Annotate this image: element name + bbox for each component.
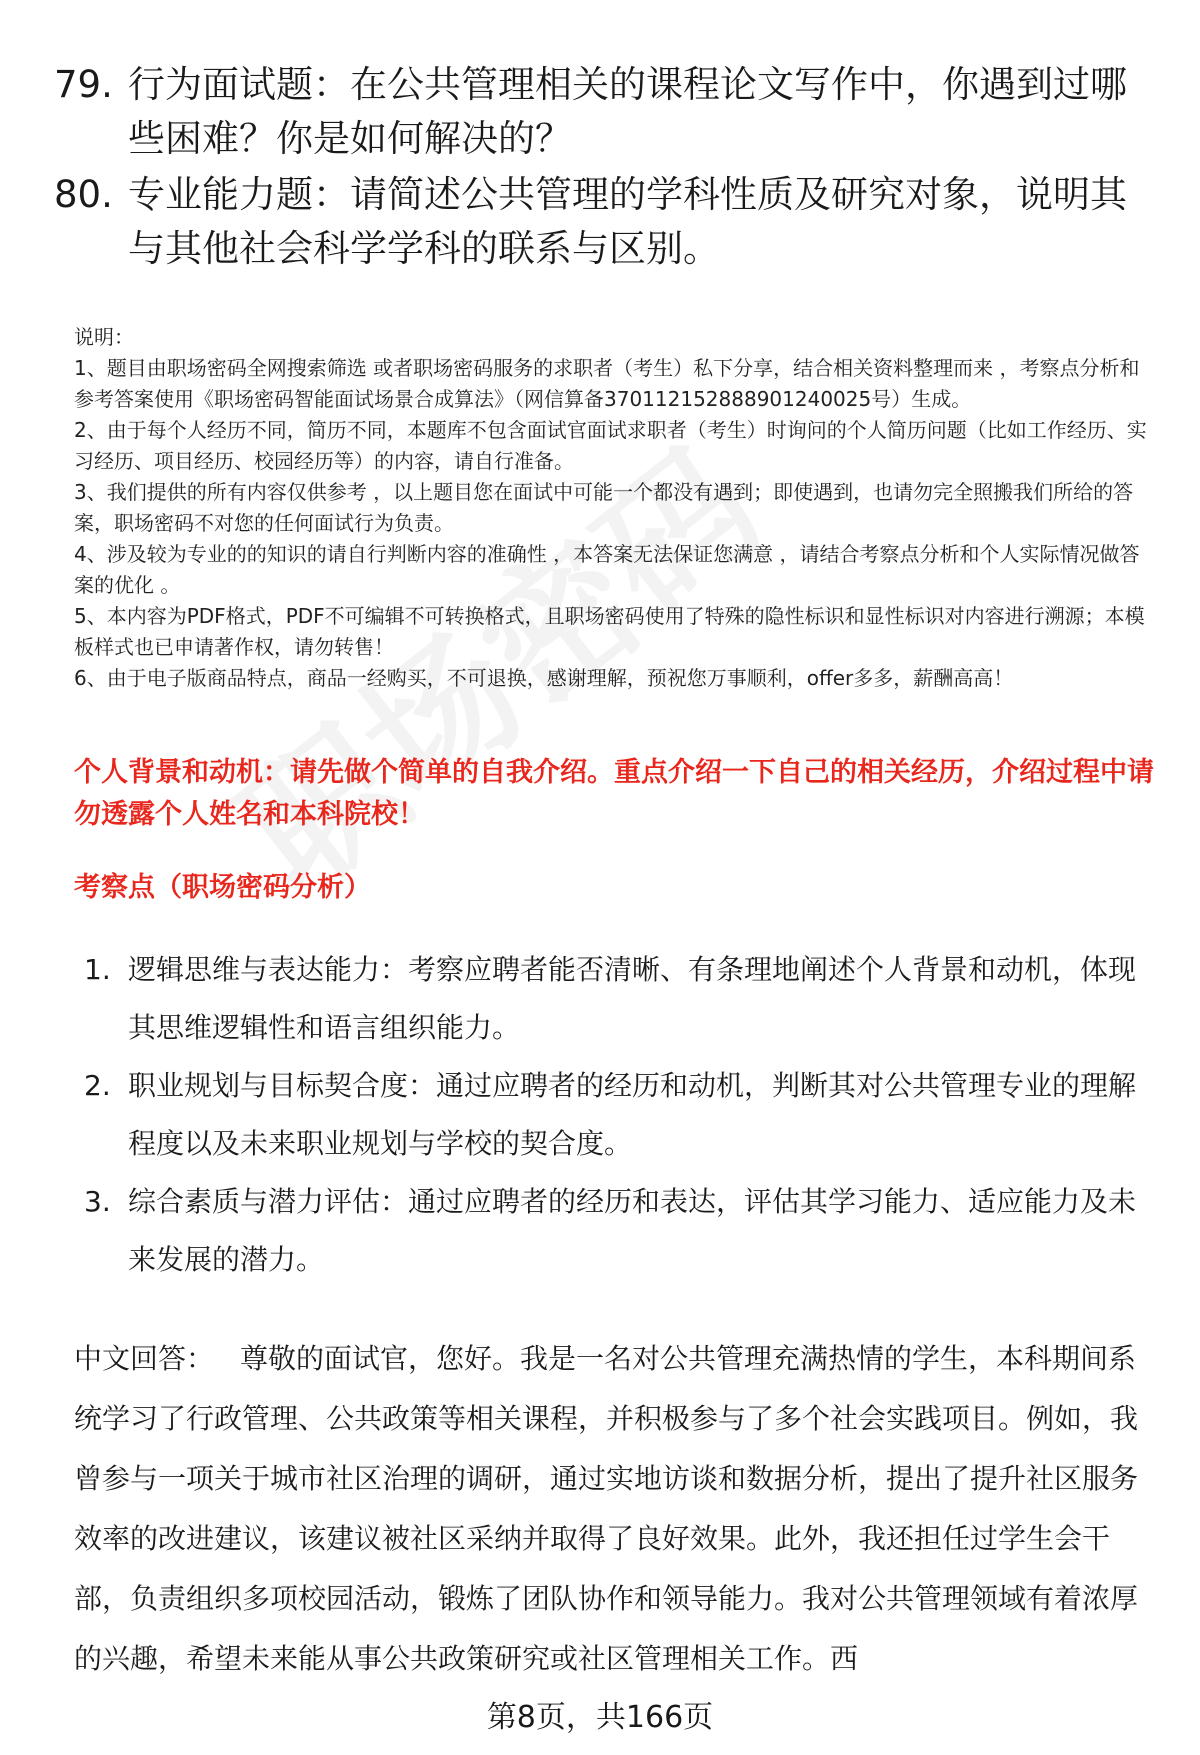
question-number: 79. [54,63,113,106]
section-title: 考察点（职场密码分析） [74,872,371,903]
point-number: 3. [84,1185,111,1218]
list-item [84,1173,1154,1289]
note-item: 5、本内容为PDF格式，PDF不可编辑不可转换格式，且职场密码使用了特殊的隐性标识和显性标识对内容进行溯源；本模板样式也已申请著作权，请勿转售！ [74,604,1145,659]
question-text: 行为面试题：在公共管理相关的课程论文写作中，你遇到过哪些困难？你是如何解决的？ [128,63,1127,160]
note-item: 1、题目由职场密码全网搜索筛选 或者职场密码服务的求职者（考生）私下分享，结合相关资料整理而来 ，考察点分析和参考答案使用《职场密码智能面试场景合成算法》（网信算备370112152888901240025号）生成。 [74,356,1140,411]
answer-label: 中文回答： [74,1342,215,1375]
point-text: 职业规划与目标契合度：通过应聘者的经历和动机，判断其对公共管理专业的理解程度以及未来职业规划与学校的契合度。 [128,1069,1137,1160]
point-number: 1. [84,953,111,986]
point-text: 逻辑思维与表达能力：考察应聘者能否清晰、有条理地阐述个人背景和动机，体现其思维逻辑性和语言组织能力。 [128,953,1137,1044]
list-item [84,941,1154,1057]
point-text: 综合素质与潜力评估：通过应聘者的经历和表达，评估其学习能力、适应能力及未来发展的潜力。 [128,1185,1137,1276]
note-item: 2、由于每个人经历不同，简历不同，本题库不包含面试官面试求职者（考生）时询问的个人简历问题（比如工作经历、实习经历、项目经历、校园经历等）的内容，请自行准备。 [74,418,1147,473]
question-79 [54,58,1154,166]
point-number: 2. [84,1069,111,1102]
answer-text: 尊敬的面试官，您好。我是一名对公共管理充满热情的学生，本科期间系统学习了行政管理、公共政策等相关课程，并积极参与了多个社会实践项目。例如，我曾参与一项关于城市社区治理的调研，通过实地访谈和数据分析，提出了提升社区服务效率的改进建议，该建议被社区采纳并取得了良好效果。此外，我还担任过学生会干部，负责组织多项校园活动，锻炼了团队协作和领导能力。我对公共管理领域有着浓厚的兴趣，希望未来能从事公共政策研究或社区管理相关工作。西 [74,1342,1139,1675]
intro-question: 个人背景和动机：请先做个简单的自我介绍。重点介绍一下自己的相关经历，介绍过程中请勿透露个人姓名和本科院校！ [74,757,1154,830]
note-item: 3、我们提供的所有内容仅供参考 ，以上题目您在面试中可能一个都没有遇到；即使遇到，也请勿完全照搬我们所给的答案，职场密码不对您的任何面试行为负责。 [74,480,1134,535]
answer-section [74,1329,1154,1689]
assessment-points [84,941,1154,1289]
notes-title: 说明： [74,325,134,349]
question-number: 80. [54,173,113,216]
note-item: 4、涉及较为专业的的知识的请自行判断内容的准确性 ，本答案无法保证您满意 ，请结合考察点分析和个人实际情况做答案的优化 。 [74,542,1140,597]
note-item: 6、由于电子版商品特点，商品一经购买，不可退换，感谢理解，预祝您万事顺利，offer多多，薪酬高高！ [74,666,1014,690]
question-80 [54,168,1154,276]
question-text: 专业能力题：请简述公共管理的学科性质及研究对象，说明其与其他社会科学学科的联系与区别。 [128,173,1127,270]
page-footer: 第8页，共166页 [486,1700,714,1735]
notes-section [74,322,1154,694]
list-item [84,1057,1154,1173]
